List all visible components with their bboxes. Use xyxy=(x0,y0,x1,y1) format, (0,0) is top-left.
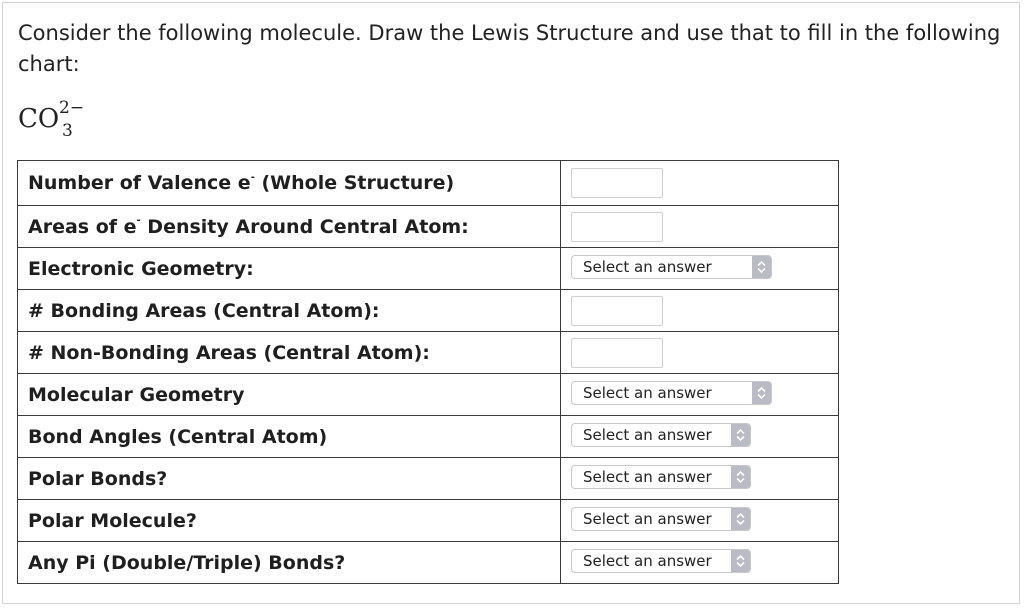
select-value: Select an answer xyxy=(583,425,712,444)
updown-chevron-icon xyxy=(731,466,750,488)
row-label: Polar Bonds? xyxy=(18,458,561,500)
polar-bonds-select[interactable] xyxy=(571,465,751,489)
pi-bonds-select[interactable] xyxy=(571,549,751,573)
row-label: Electronic Geometry: xyxy=(18,248,561,290)
row-label: # Non-Bonding Areas (Central Atom): xyxy=(18,332,561,374)
formula-subscript: 3 xyxy=(62,121,73,141)
select-value: Select an answer xyxy=(583,467,712,486)
chart-row-bond-angles xyxy=(18,416,839,458)
select-value: Select an answer xyxy=(583,509,712,528)
select-value: Select an answer xyxy=(583,383,712,402)
row-label: Molecular Geometry xyxy=(18,374,561,416)
chart-row-bonding-areas xyxy=(18,290,839,332)
updown-chevron-icon xyxy=(752,382,771,404)
row-label: # Bonding Areas (Central Atom): xyxy=(18,290,561,332)
updown-chevron-icon xyxy=(731,550,750,572)
updown-chevron-icon xyxy=(731,424,750,446)
bond-angles-select[interactable] xyxy=(571,423,751,447)
select-value: Select an answer xyxy=(583,551,712,570)
row-label: Number of Valence e- (Whole Structure) xyxy=(18,161,561,206)
answer-chart xyxy=(17,160,839,584)
row-label: Bond Angles (Central Atom) xyxy=(18,416,561,458)
chart-row-non-bonding-areas xyxy=(18,332,839,374)
chart-row-pi-bonds xyxy=(18,542,839,584)
molecular-geometry-select[interactable] xyxy=(571,381,772,405)
question-prompt: Consider the following molecule. Draw the Lewis Structure and use that to fill in the following chart: xyxy=(18,21,1001,76)
chart-row-valence-electrons xyxy=(18,161,839,206)
valence-electrons-input[interactable] xyxy=(571,168,663,198)
bonding-areas-input[interactable] xyxy=(571,296,663,326)
electron-density-areas-input[interactable] xyxy=(571,212,663,242)
row-label: Areas of e- Density Around Central Atom: xyxy=(18,206,561,248)
formula-base: CO xyxy=(18,104,60,134)
select-value: Select an answer xyxy=(583,257,712,276)
non-bonding-areas-input[interactable] xyxy=(571,338,663,368)
chart-row-polar-molecule xyxy=(18,500,839,542)
formula-charge: 2− xyxy=(59,98,85,118)
row-label: Polar Molecule? xyxy=(18,500,561,542)
polar-molecule-select[interactable] xyxy=(571,507,751,531)
chart-row-polar-bonds xyxy=(18,458,839,500)
chart-row-molecular-geometry xyxy=(18,374,839,416)
chart-row-electronic-geometry xyxy=(18,248,839,290)
row-label: Any Pi (Double/Triple) Bonds? xyxy=(18,542,561,584)
updown-chevron-icon xyxy=(731,508,750,530)
updown-chevron-icon xyxy=(752,256,771,278)
electronic-geometry-select[interactable] xyxy=(571,255,772,279)
chart-row-electron-density-areas xyxy=(18,206,839,248)
